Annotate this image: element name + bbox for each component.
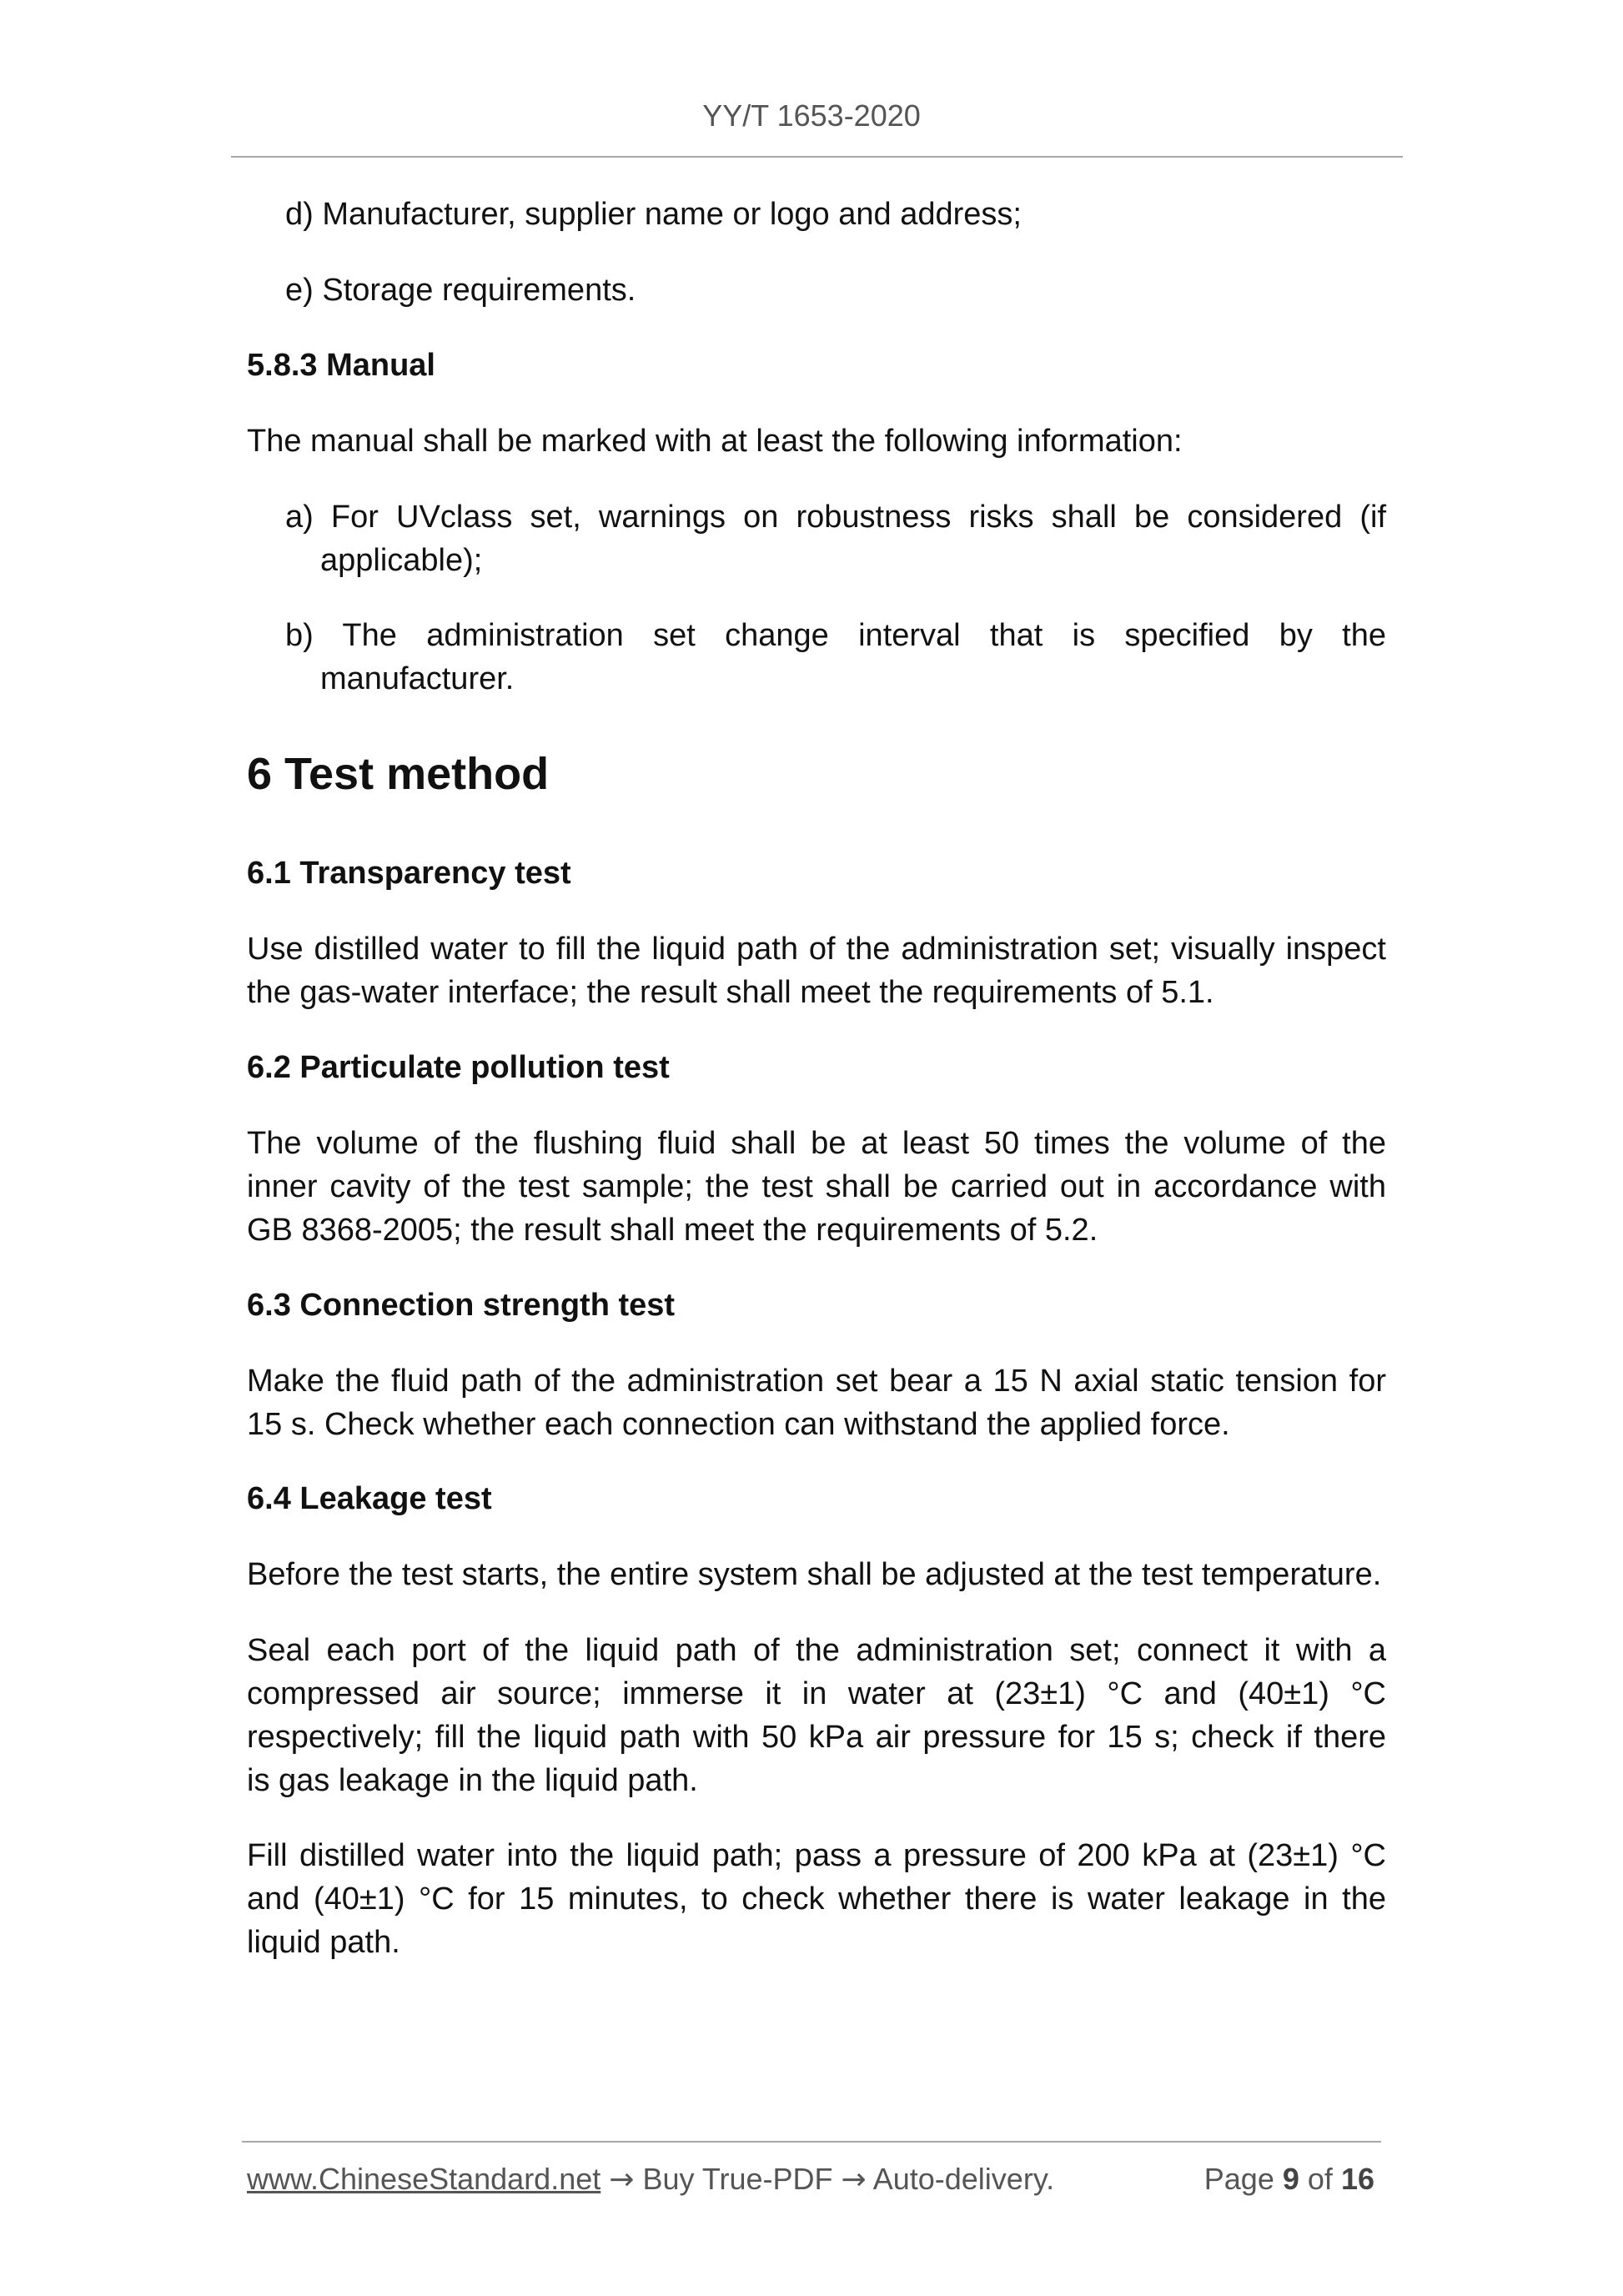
section-6-3-line1: Make the fluid path of the administration set bear a 15 N axial static tension for xyxy=(247,1364,1386,1399)
total-pages: 16 xyxy=(1340,2162,1374,2196)
manual-item-a xyxy=(285,495,1386,582)
section-6-1-line2: the gas-water interface; the result shall meet the requirements of 5.1. xyxy=(247,975,1214,1010)
arrow-right-icon: → xyxy=(841,2163,867,2197)
list-item-d: d) Manufacturer, supplier name or logo and address; xyxy=(285,197,1022,232)
section-5-8-3-intro: The manual shall be marked with at least the following information: xyxy=(247,424,1183,459)
section-6-1-text xyxy=(247,927,1386,1014)
section-6-4-heading: 6.4 Leakage test xyxy=(247,1481,492,1516)
section-6-4-para2-line1: Seal each port of the liquid path of the administration set; connect it with a xyxy=(247,1633,1386,1668)
section-6-3-heading: 6.3 Connection strength test xyxy=(247,1288,676,1323)
of-label: of xyxy=(1307,2162,1333,2196)
section-6-4-para3-line1: Fill distilled water into the liquid path; pass a pressure of 200 kPa at (23±1) °C xyxy=(247,1838,1386,1873)
section-6-4-para2-line4: is gas leakage in the liquid path. xyxy=(247,1763,698,1798)
header-divider xyxy=(231,156,1403,158)
section-6-2-heading: 6.2 Particulate pollution test xyxy=(247,1050,670,1085)
section-6-heading: 6 Test method xyxy=(247,749,550,799)
section-6-4-para3-line3: liquid path. xyxy=(247,1925,400,1960)
footer-divider xyxy=(242,2141,1381,2143)
section-6-4-para3 xyxy=(247,1834,1386,1964)
arrow-right-icon: → xyxy=(609,2163,635,2197)
section-6-4-para2-line2: compressed air source; immerse it in water at (23±1) °C and (40±1) °C xyxy=(247,1676,1386,1711)
section-6-4-para3-line2: and (40±1) °C for 15 minutes, to check whether there is water leakage in the xyxy=(247,1882,1386,1917)
page-indicator xyxy=(1204,2158,1374,2200)
section-6-4-para2 xyxy=(247,1629,1386,1802)
section-6-1-heading: 6.1 Transparency test xyxy=(247,856,571,891)
manual-item-a-line2: applicable); xyxy=(320,543,483,578)
section-6-2-line2: inner cavity of the test sample; the test shall be carried out in accordance with xyxy=(247,1169,1386,1204)
buy-text: Buy True-PDF xyxy=(642,2162,833,2196)
manual-item-b-line1: b) The administration set change interval that is specified by the xyxy=(285,618,1386,653)
section-6-4-para1: Before the test starts, the entire system shall be adjusted at the test temperature. xyxy=(247,1557,1382,1592)
page-label: Page xyxy=(1203,2162,1274,2196)
delivery-text: Auto-delivery. xyxy=(872,2162,1055,2196)
manual-item-a-line1: a) For UVclass set, warnings on robustness risks shall be considered (if xyxy=(285,500,1386,535)
footer-promo xyxy=(247,2158,1054,2201)
section-6-3-line2: 15 s. Check whether each connection can withstand the applied force. xyxy=(247,1407,1230,1442)
manual-item-b-line2: manufacturer. xyxy=(320,661,515,696)
section-6-2-text xyxy=(247,1122,1386,1252)
section-6-1-line1: Use distilled water to fill the liquid path of the administration set; visually inspect xyxy=(247,932,1386,967)
section-5-8-3-heading: 5.8.3 Manual xyxy=(247,348,435,383)
section-6-2-line3: GB 8368-2005; the result shall meet the requirements of 5.2. xyxy=(247,1213,1098,1248)
page-number: 9 xyxy=(1282,2162,1299,2196)
manual-item-b xyxy=(285,614,1386,701)
list-item-e: e) Storage requirements. xyxy=(285,273,636,308)
document-id-header: YY/T 1653-2020 xyxy=(702,98,921,133)
section-6-3-text xyxy=(247,1359,1386,1446)
section-6-2-line1: The volume of the flushing fluid shall be at least 50 times the volume of the xyxy=(247,1126,1386,1161)
section-6-4-para2-line3: respectively; fill the liquid path with 50 kPa air pressure for 15 s; check if there xyxy=(247,1720,1386,1755)
site-link[interactable]: www.ChineseStandard.net xyxy=(247,2162,601,2196)
